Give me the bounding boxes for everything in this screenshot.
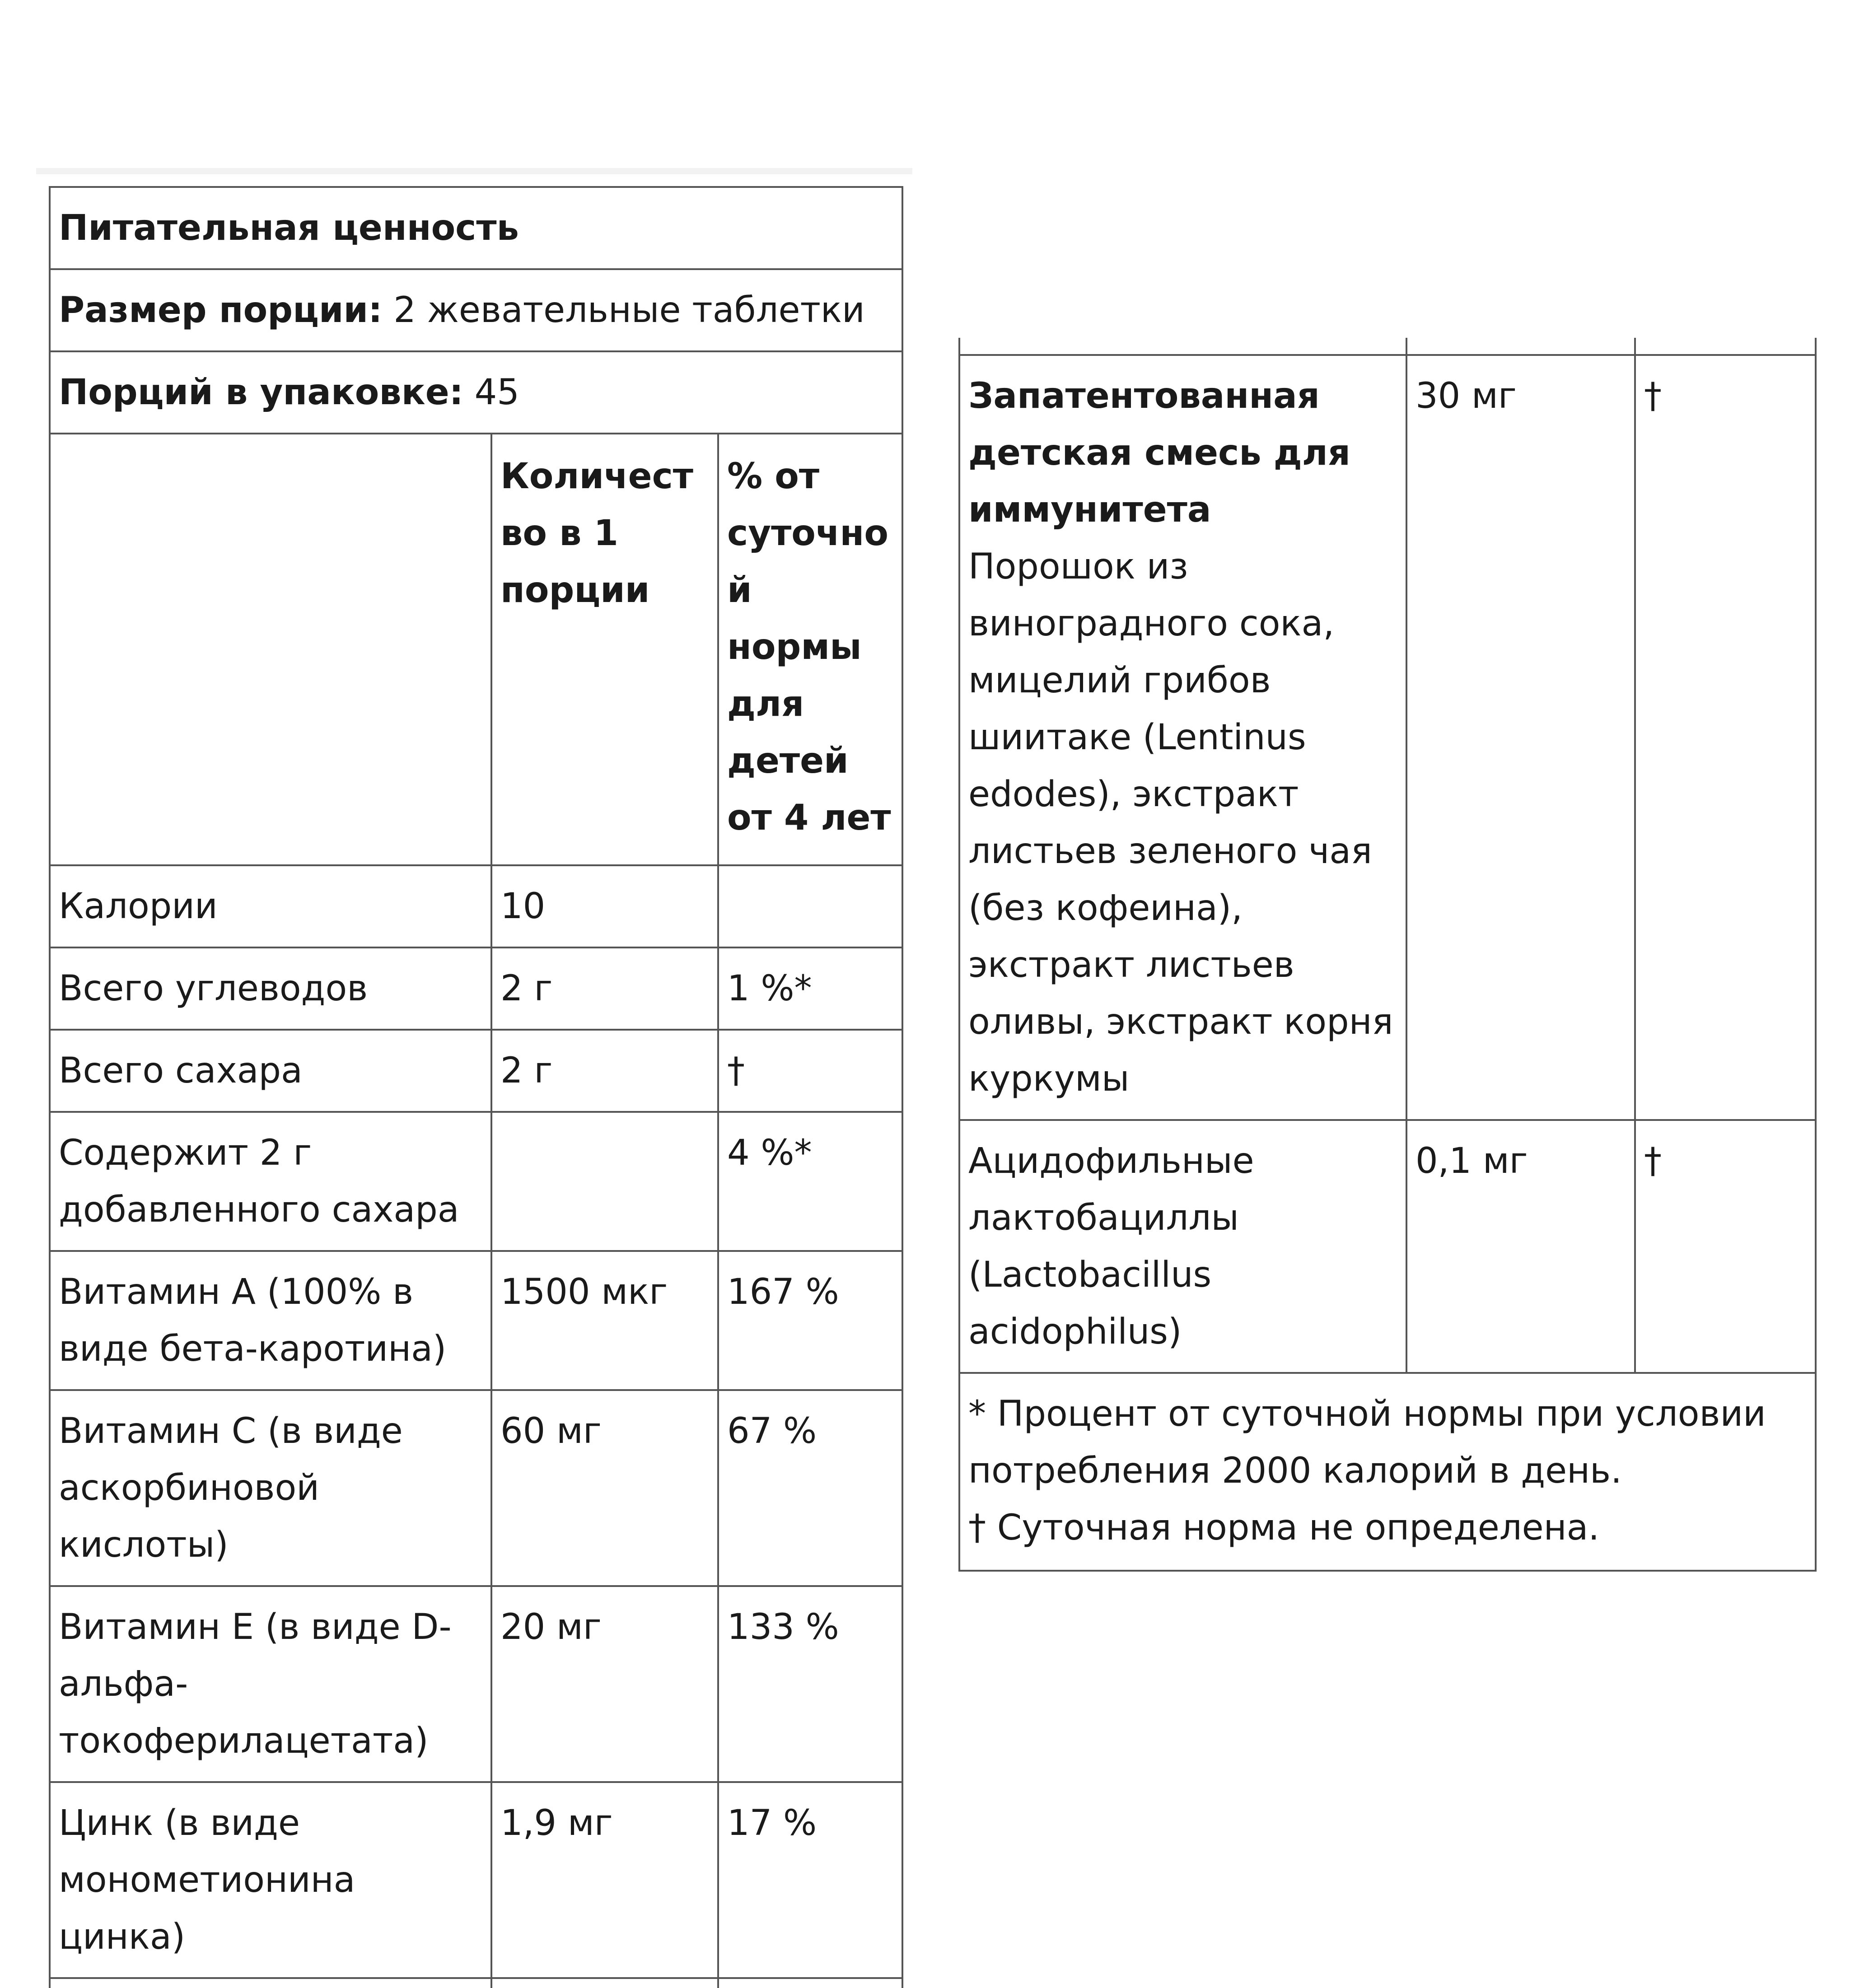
blend-amount: 30 мг [1406,355,1635,1120]
nutrition-table-right [958,338,1817,1572]
header-empty-cell [50,434,491,865]
table-row [50,865,902,947]
nutrient-name: Всего углеводов [50,947,491,1030]
serving-size-row [50,269,902,351]
nutrient-amount: 1500 мкг [491,1251,718,1390]
nutrient-daily-value: 133 % [718,1586,902,1782]
nutrient-daily-value: 1 %* [718,947,902,1030]
nutrient-amount: 2 г [491,1030,718,1112]
table-row [50,1586,902,1782]
serving-size-label: Размер порции: [59,290,383,331]
header-daily-value: % от суточной нормы для детей от 4 лет [718,434,902,865]
nutrient-daily-value [718,865,902,947]
table-row [959,355,1816,1120]
servings-value: 45 [463,372,519,413]
table-row [50,1112,902,1251]
nutrient-amount: 10 [491,865,718,947]
footnote-row [959,1373,1816,1571]
cut-off-row [50,1978,902,1988]
footnotes [959,1373,1816,1571]
nutrition-table-left [49,186,903,1988]
nutrient-amount [491,1112,718,1251]
blend-ingredients: Порошок из виноградного сока, мицелий грибов шиитаке (Lentinus edodes), экстракт листьев зеленого чая (без кофеина), экстракт листьев оливы, экстракт корня куркумы [968,546,1393,1099]
nutrient-name: Витамин A (100% в виде бета-каротина) [50,1251,491,1390]
header-amount: Количество в 1 порции [491,434,718,865]
nutrient-name: Всего сахара [50,1030,491,1112]
nutrient-amount: 20 мг [491,1586,718,1782]
table-row [50,1251,902,1390]
nutrient-name: Калории [50,865,491,947]
table-title: Питательная ценность [50,187,902,269]
servings-per-container-row [50,351,902,434]
servings-label: Порций в упаковке: [59,372,463,413]
table-row [50,1030,902,1112]
blend-daily-value: † [1635,355,1816,1120]
nutrient-name: Витамин E (в виде D-альфа-токоферилацетата) [50,1586,491,1782]
cut-off-row [959,338,1816,355]
top-divider [36,168,912,174]
probiotic-name: Ацидофильные лактобациллы (Lactobacillus acidophilus) [959,1120,1406,1373]
nutrient-amount: 60 мг [491,1390,718,1586]
nutrient-daily-value: 167 % [718,1251,902,1390]
blend-name: Запатентованная детская смесь для иммунитета [968,376,1350,530]
nutrient-amount: 2 г [491,947,718,1030]
blend-cell [959,355,1406,1120]
table-row [959,1120,1816,1373]
footnote-dagger: † Суточная норма не определена. [968,1507,1600,1548]
table-row [50,1782,902,1978]
serving-size [50,269,902,351]
serving-size-value: 2 жевательные таблетки [382,290,865,331]
nutrient-daily-value: 4 %* [718,1112,902,1251]
nutrient-daily-value: 17 % [718,1782,902,1978]
nutrient-daily-value: † [718,1030,902,1112]
probiotic-amount: 0,1 мг [1406,1120,1635,1373]
nutrient-name: Цинк (в виде монометионина цинка) [50,1782,491,1978]
nutrient-amount: 1,9 мг [491,1782,718,1978]
nutrient-daily-value: 67 % [718,1390,902,1586]
table-row [50,947,902,1030]
title-row [50,187,902,269]
probiotic-daily-value: † [1635,1120,1816,1373]
column-header-row [50,434,902,865]
nutrient-name: Содержит 2 г добавленного сахара [50,1112,491,1251]
servings-per-container [50,351,902,434]
footnote-percent: * Процент от суточной нормы при условии потребления 2000 калорий в день. [968,1394,1766,1491]
table-row [50,1390,902,1586]
nutrient-name: Витамин C (в виде аскорбиновой кислоты) [50,1390,491,1586]
